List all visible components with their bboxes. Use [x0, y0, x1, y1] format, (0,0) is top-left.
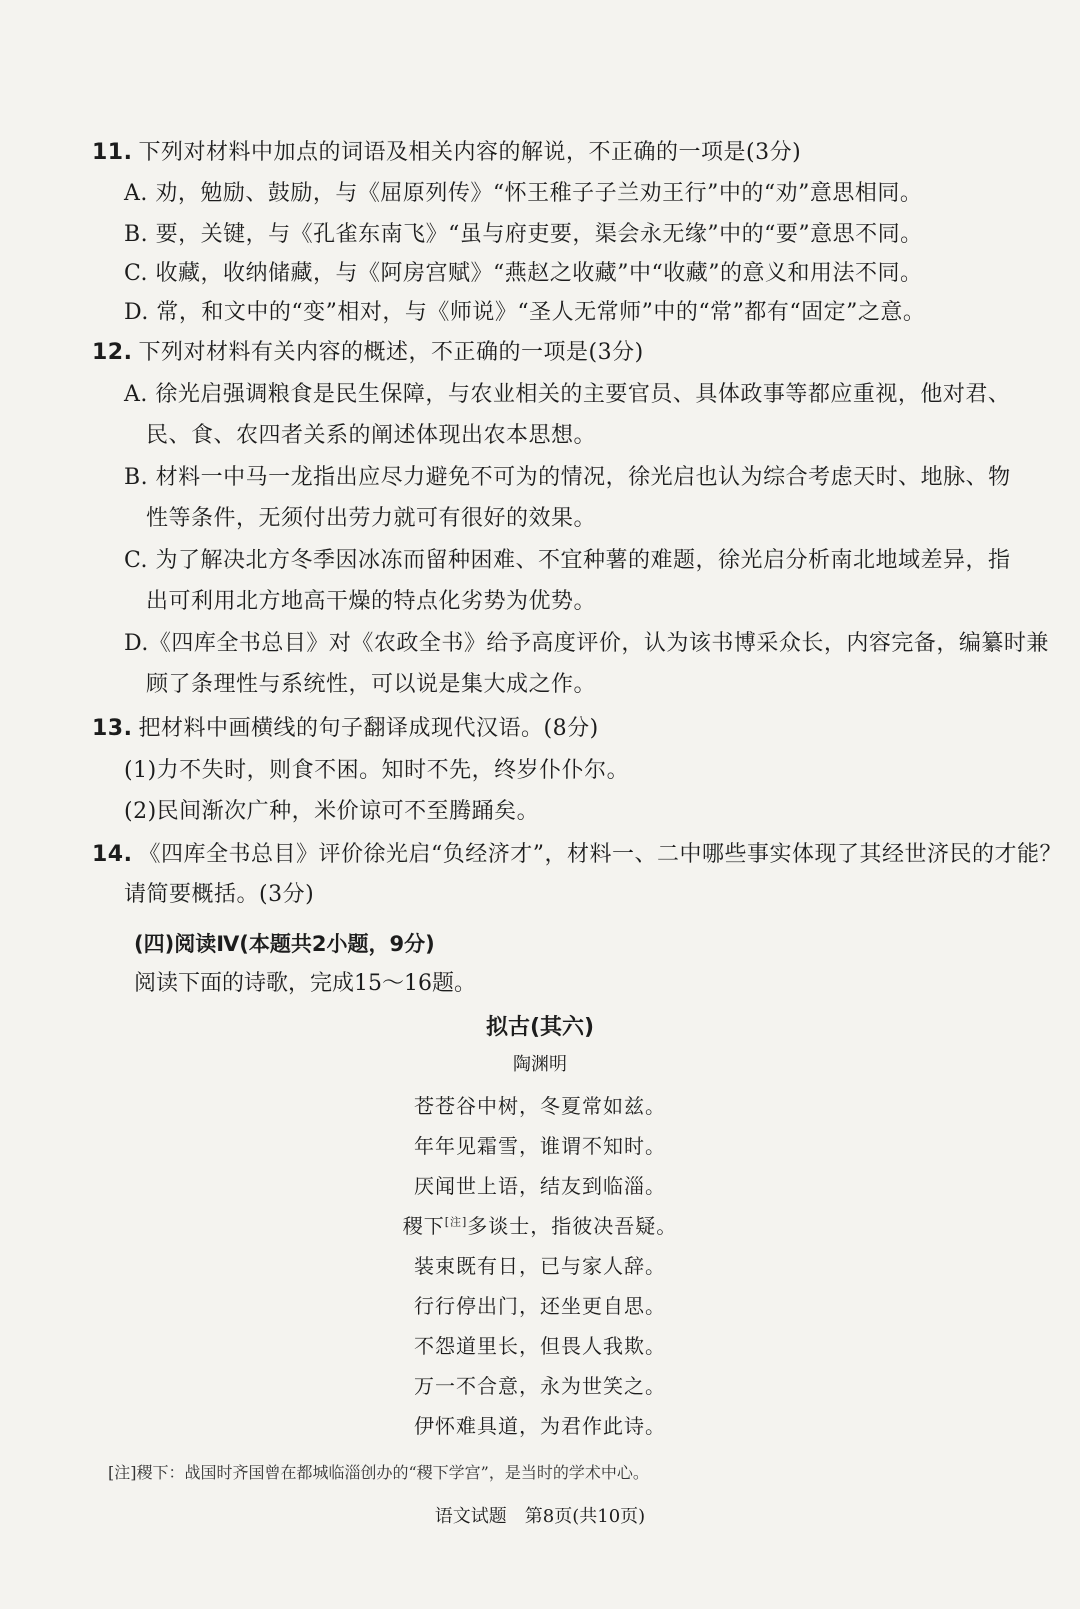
section-instruction: 阅读下面的诗歌，完成15～16题。 — [134, 971, 476, 996]
q12-option-b-line2: 性等条件，无须付出劳力就可有很好的效果。 — [146, 506, 597, 531]
q11-option-d: D. 常，和文中的“变”相对，与《师说》“圣人无常师”中的“常”都有“固定”之意。 — [124, 300, 926, 325]
page-footer: 语文试题 第8页(共10页) — [434, 1506, 646, 1527]
poem-line-6: 行行停出门，还坐更自思。 — [414, 1294, 666, 1318]
poem-line-3: 厌闻世上语，结友到临淄。 — [414, 1174, 666, 1198]
q14-number: 14. — [92, 842, 133, 867]
poem-line-2: 年年见霜雪，谁谓不知时。 — [414, 1134, 666, 1158]
q13-item-2: (2)民间渐次广种，米价谅可不至腾踊矣。 — [124, 799, 540, 824]
q14-stem — [92, 840, 1062, 870]
q12-option-d-line2: 顾了条理性与系统性，可以说是集大成之作。 — [146, 672, 597, 697]
poem-line-4 — [0, 1210, 1080, 1239]
q12-stem — [92, 338, 1012, 368]
q13-stem — [92, 714, 1012, 744]
q12-option-c-line1: C. 为了解决北方冬季因冰冻而留种困难、不宜种薯的难题，徐光启分析南北地域差异，指 — [124, 548, 1011, 573]
poem-title: 拟古(其六) — [485, 1015, 595, 1040]
poem-line-4-end: 多谈士，指彼决吾疑。 — [467, 1214, 678, 1238]
note-marker: [注] — [444, 1215, 468, 1229]
q13-item-1: (1)力不失时，则食不困。知时不先，终岁仆仆尔。 — [124, 758, 630, 783]
q11-option-a: A. 劝，勉励、鼓励，与《屈原列传》“怀王稚子子兰劝王行”中的“劝”意思相同。 — [124, 181, 923, 206]
q11-text: 下列对材料中加点的词语及相关内容的解说，不正确的一项是(3分) — [138, 140, 802, 165]
footnote: [注]稷下：战国时齐国曾在都城临淄创办的“稷下学宫”，是当时的学术中心。 — [108, 1463, 649, 1482]
poem-line-5: 装束既有日，已与家人辞。 — [414, 1254, 666, 1278]
q12-option-d-line1: D.《四库全书总目》对《农政全书》给予高度评价，认为该书博采众长，内容完备，编纂时兼 — [124, 631, 1049, 656]
poem-line-4-start: 稷下 — [402, 1214, 445, 1238]
section-title: (四)阅读Ⅳ(本题共2小题，9分) — [134, 932, 435, 956]
q11-option-b: B. 要，关键，与《孔雀东南飞》“虽与府吏要，渠会永无缘”中的“要”意思不同。 — [124, 222, 923, 247]
q13-text: 把材料中画横线的句子翻译成现代汉语。(8分) — [138, 716, 599, 741]
q12-option-a-line2: 民、食、农四者关系的阐述体现出农本思想。 — [146, 423, 597, 448]
q11-option-c: C. 收藏，收纳储藏，与《阿房宫赋》“燕赵之收藏”中“收藏”的意义和用法不同。 — [124, 261, 923, 286]
q12-option-c-line2: 出可利用北方地高干燥的特点化劣势为优势。 — [146, 589, 597, 614]
q14-stem-line2: 请简要概括。(3分) — [124, 882, 315, 907]
poem-line-7: 不怨道里长，但畏人我欺。 — [414, 1334, 666, 1358]
poem-line-1: 苍苍谷中树，冬夏常如兹。 — [414, 1094, 666, 1118]
q14-text: 《四库全书总目》评价徐光启“负经济才”，材料一、二中哪些事实体现了其经世济民的才能？ — [138, 842, 1062, 867]
q11-number: 11. — [92, 140, 133, 165]
q13-number: 13. — [92, 716, 133, 741]
q12-text: 下列对材料有关内容的概述，不正确的一项是(3分) — [138, 340, 644, 365]
q12-number: 12. — [92, 340, 133, 365]
poem-line-8: 万一不合意，永为世笑之。 — [414, 1374, 666, 1398]
q12-option-b-line1: B. 材料一中马一龙指出应尽力避免不可为的情况，徐光启也认为综合考虑天时、地脉、物 — [124, 465, 1011, 490]
poem-author: 陶渊明 — [513, 1054, 567, 1075]
poem-line-9: 伊怀难具道，为君作此诗。 — [414, 1414, 666, 1438]
q12-option-a-line1: A. 徐光启强调粮食是民生保障，与农业相关的主要官员、具体政事等都应重视，他对君、 — [124, 382, 1011, 407]
q11-stem — [92, 138, 1012, 168]
